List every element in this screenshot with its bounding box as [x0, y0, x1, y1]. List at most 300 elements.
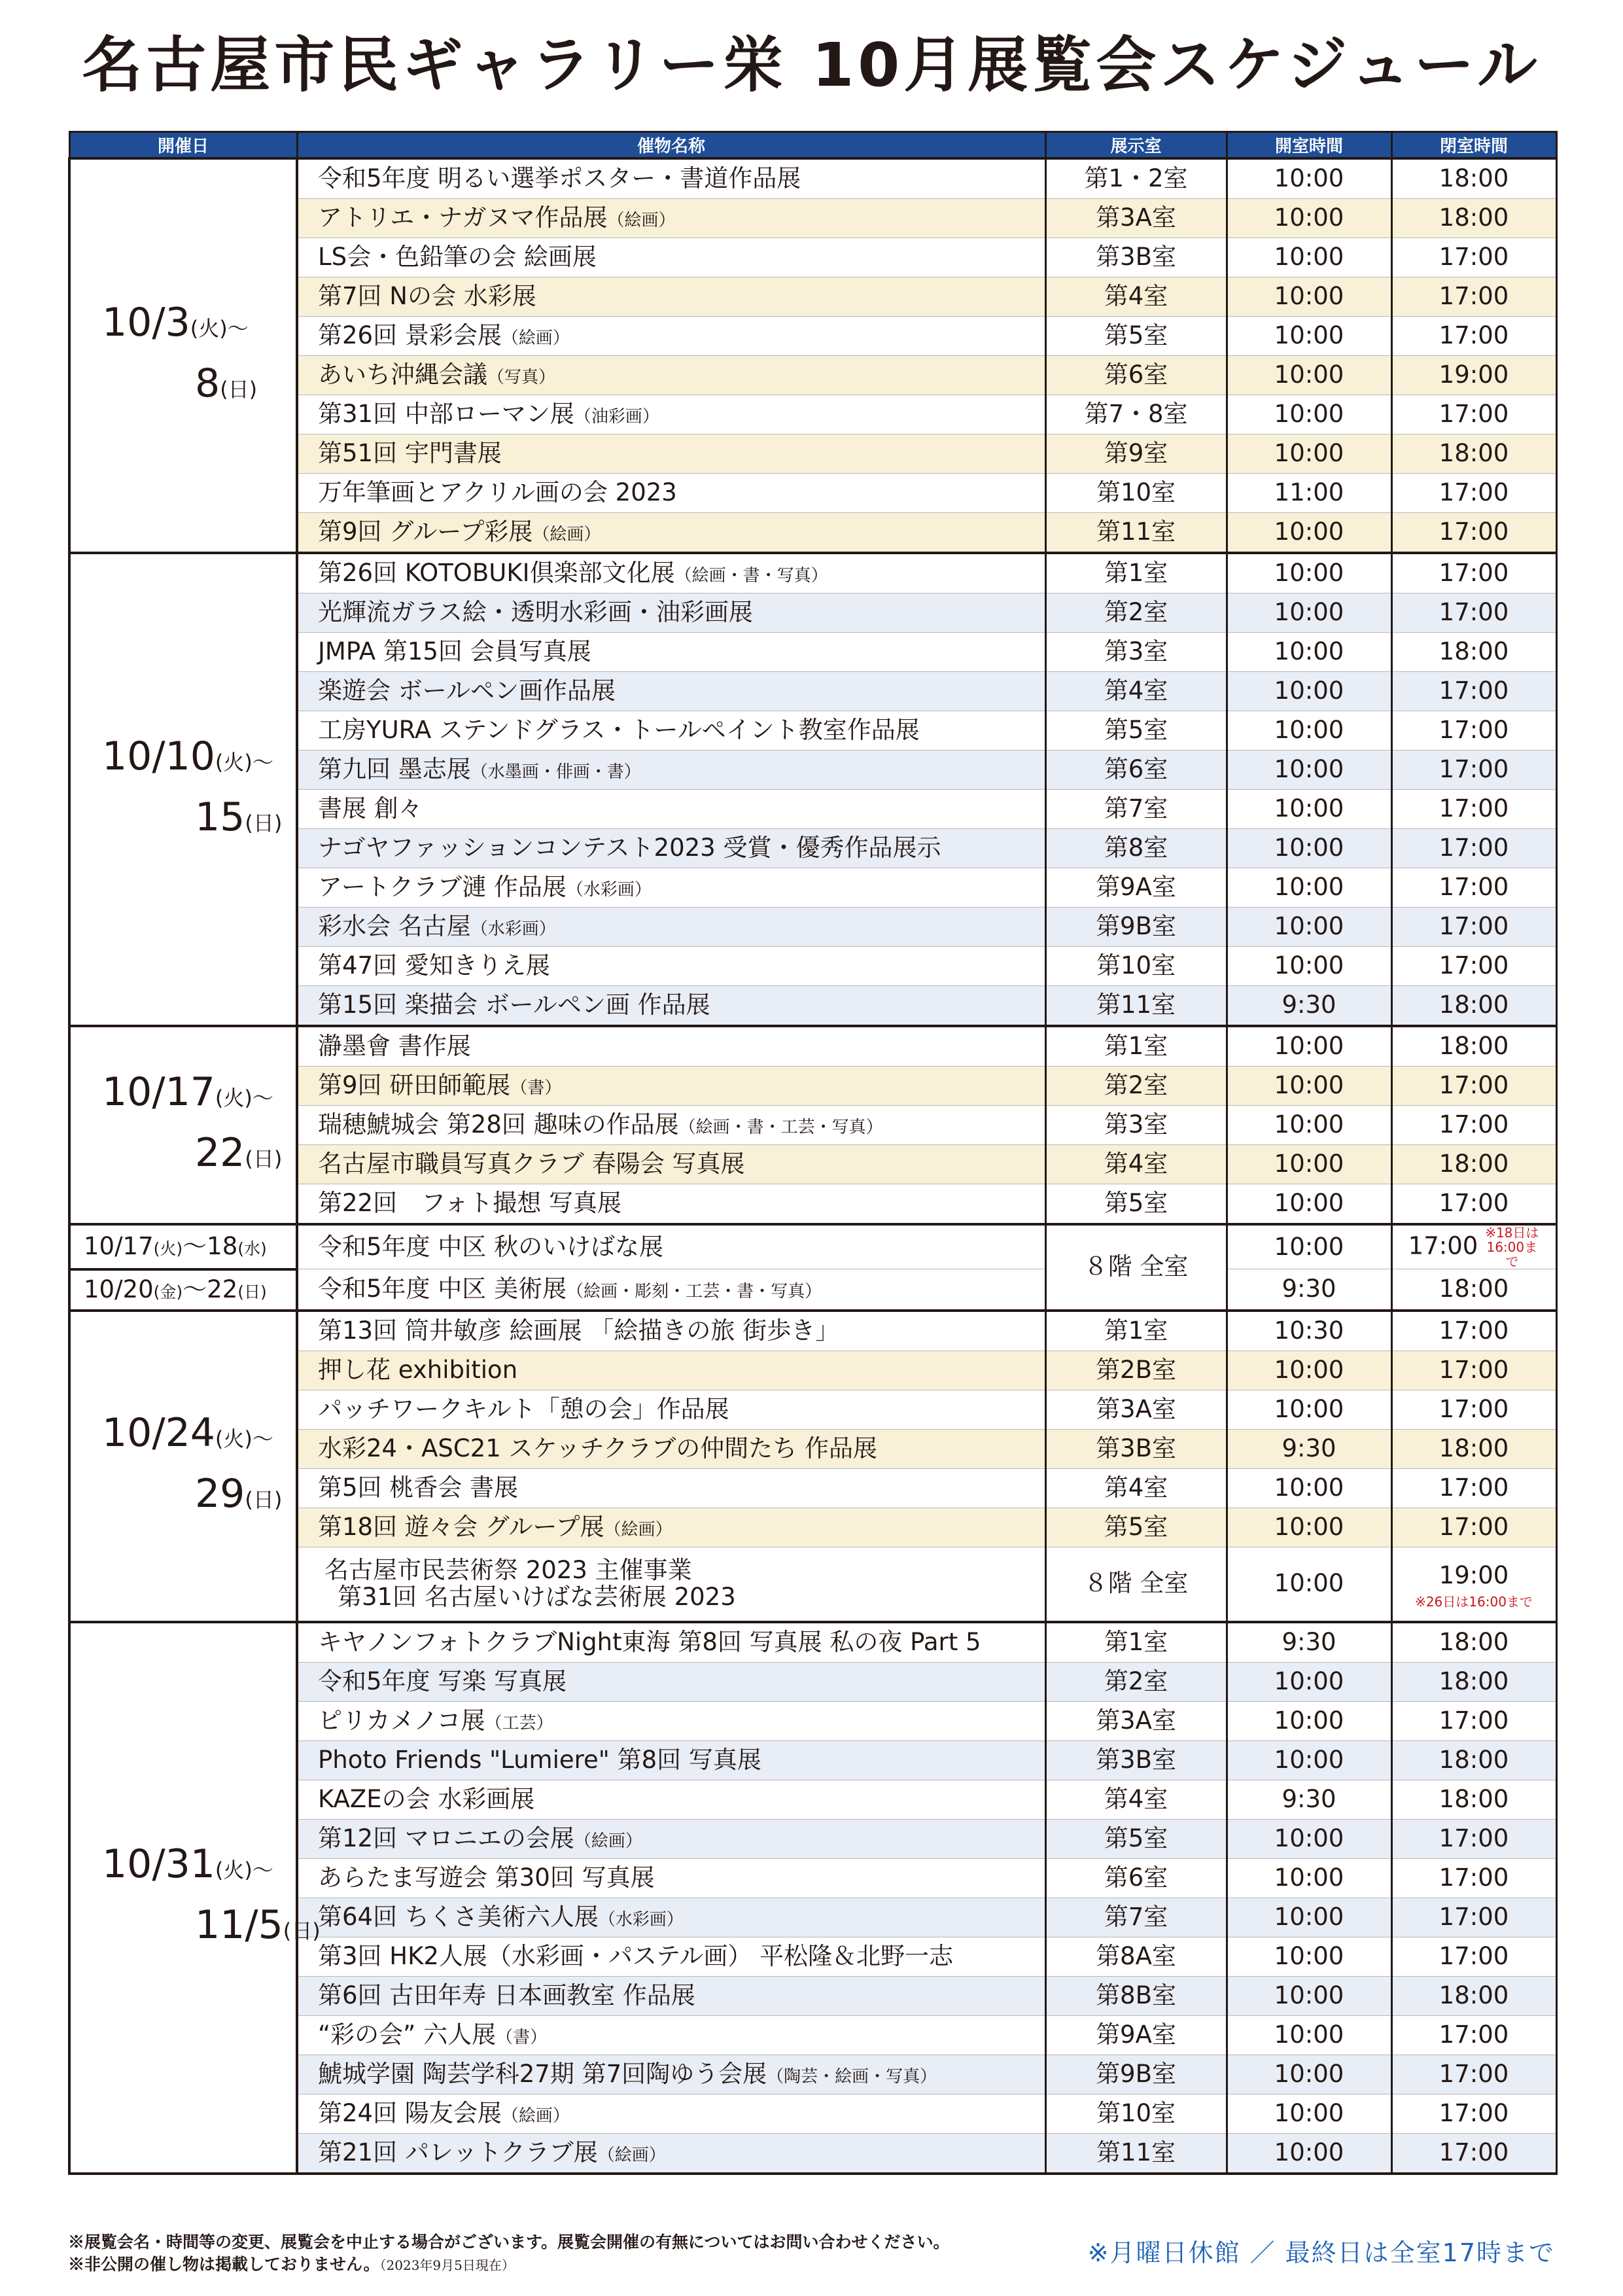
exhibit-room: 第1・2室 — [1045, 158, 1227, 199]
event-name — [297, 356, 1045, 395]
schedule-body — [69, 158, 1556, 2174]
date-range-cell — [69, 1311, 297, 1622]
exhibit-room: 第3室 — [1045, 633, 1227, 672]
event-title: アトリエ・ナガヌマ作品展 — [318, 203, 608, 232]
event-title: キヤノンフォトクラブNight東海 第8回 写真展 私の夜 Part 5 — [318, 1627, 981, 1656]
event-name — [297, 751, 1045, 790]
exhibit-room: 第5室 — [1045, 317, 1227, 356]
event-name — [297, 2055, 1045, 2094]
event-category-note: （絵画・彫刻・工芸・書・写真） — [567, 1281, 822, 1301]
event-name — [297, 1976, 1045, 2015]
exhibit-room: ８階 全室 — [1045, 1224, 1227, 1311]
date-start-line — [71, 1837, 296, 1898]
event-title: 第15回 楽描会 ボールペン画 作品展 — [318, 991, 710, 1019]
date-start: 10/24 — [102, 1409, 215, 1456]
exhibit-room: 第3B室 — [1045, 1429, 1227, 1468]
open-time: 10:00 — [1227, 1390, 1391, 1429]
open-time: 10:00 — [1227, 947, 1391, 986]
open-time: 10:00 — [1227, 1976, 1391, 2015]
event-name — [297, 1701, 1045, 1740]
close-time: 17:00 — [1391, 908, 1556, 947]
exhibit-room: 第5室 — [1045, 1184, 1227, 1225]
exhibit-room: 第7・8室 — [1045, 395, 1227, 434]
event-name — [297, 434, 1045, 474]
exhibit-room: 第8A室 — [1045, 1937, 1227, 1976]
table-row — [69, 1026, 1556, 1067]
event-name — [297, 1106, 1045, 1145]
event-category-note: （写真） — [487, 368, 556, 388]
date-end-line — [71, 356, 296, 417]
open-time: 9:30 — [1227, 1269, 1391, 1311]
header-date: 開催日 — [69, 132, 297, 159]
exhibit-room: 第4室 — [1045, 1145, 1227, 1184]
close-time: 18:00 — [1391, 1145, 1556, 1184]
open-time: 10:00 — [1227, 395, 1391, 434]
event-name — [297, 947, 1045, 986]
open-time: 10:00 — [1227, 434, 1391, 474]
open-time: 10:00 — [1227, 633, 1391, 672]
open-time: 10:00 — [1227, 1184, 1391, 1225]
event-title: 第26回 KOTOBUKI倶楽部文化展 — [318, 559, 675, 588]
close-time: 17:00 — [1391, 1184, 1556, 1225]
open-time: 10:00 — [1227, 1106, 1391, 1145]
open-time: 10:00 — [1227, 1740, 1391, 1780]
open-time: 10:00 — [1227, 908, 1391, 947]
close-time-cell — [1391, 1547, 1556, 1622]
footer-note-2-date: （2023年9月5日現在） — [379, 2257, 515, 2273]
event-category-note: （絵画） — [607, 211, 676, 231]
header-open: 開室時間 — [1227, 132, 1391, 159]
event-title: 名古屋市職員写真クラブ 春陽会 写真展 — [318, 1150, 745, 1178]
event-name — [297, 1224, 1045, 1269]
close-time: 17:00 — [1391, 868, 1556, 908]
event-title: ピリカメノコ展 — [318, 1706, 485, 1735]
open-time: 10:00 — [1227, 2015, 1391, 2055]
date-end-line — [71, 1466, 296, 1527]
event-title: LS会・色鉛筆の会 絵画展 — [318, 243, 597, 272]
date-range-cell — [69, 1622, 321, 2174]
close-time: 19:00 — [1439, 1561, 1509, 1590]
open-time: 10:00 — [1227, 672, 1391, 711]
exhibit-room: 第7室 — [1045, 790, 1227, 829]
event-name — [297, 1351, 1045, 1390]
event-title: 第64回 ちくさ美術六人展 — [318, 1902, 599, 1931]
event-name — [297, 1547, 1045, 1622]
event-category-note: （書） — [496, 2027, 548, 2047]
close-time: 18:00 — [1391, 1780, 1556, 1819]
event-name — [297, 633, 1045, 672]
footer-note-1: ※展覧会名・時間等の変更、展覧会を中止する場合がございます。展覧会開催の有無についてはお問い合わせください。 — [68, 2233, 950, 2252]
close-time: 17:00 — [1391, 751, 1556, 790]
date-end-weekday: (日) — [245, 1146, 283, 1171]
close-time: 18:00 — [1391, 633, 1556, 672]
close-time: 17:00 — [1391, 1390, 1556, 1429]
date-end-line — [71, 790, 296, 851]
event-name — [297, 158, 1045, 199]
close-time: 17:00 — [1391, 513, 1556, 554]
event-title: アートクラブ漣 作品展 — [318, 873, 567, 902]
exhibit-room: 第1室 — [1045, 1622, 1227, 1663]
event-name — [297, 277, 1045, 317]
open-time: 9:30 — [1227, 986, 1391, 1027]
exhibit-room: 第2B室 — [1045, 1351, 1227, 1390]
event-name — [297, 790, 1045, 829]
event-name — [297, 1026, 1045, 1067]
footer-notes — [68, 2231, 950, 2276]
exhibit-room: 第9A室 — [1045, 2015, 1227, 2055]
close-time: 17:00 — [1391, 238, 1556, 277]
event-name — [297, 593, 1045, 633]
date-start-weekday: (火) — [153, 1239, 183, 1258]
event-name — [297, 1819, 1045, 1858]
event-name — [297, 199, 1045, 238]
exhibit-room: 第4室 — [1045, 1468, 1227, 1508]
close-time: 17:00 — [1391, 1819, 1556, 1858]
close-time: 17:00 — [1391, 2055, 1556, 2094]
exhibit-room: 第5室 — [1045, 1508, 1227, 1547]
open-time: 10:00 — [1227, 1468, 1391, 1508]
exhibit-room: 第9室 — [1045, 434, 1227, 474]
open-time: 10:00 — [1227, 2055, 1391, 2094]
date-start-line — [71, 729, 296, 790]
open-time: 10:00 — [1227, 711, 1391, 751]
date-end-weekday: (日) — [245, 1487, 283, 1512]
event-name — [297, 2015, 1045, 2055]
date-start: 10/17 — [102, 1069, 215, 1115]
close-time: 18:00 — [1391, 1976, 1556, 2015]
event-category-note: （陶芸・絵画・写真） — [767, 2066, 937, 2087]
header-close: 閉室時間 — [1391, 132, 1556, 159]
event-title: 第6回 古田年寿 日本画教室 作品展 — [318, 1981, 695, 2009]
date-start-weekday: (火)〜 — [215, 1085, 273, 1110]
close-time: 17:00 — [1391, 1508, 1556, 1547]
event-title: 鯱城学園 陶芸学科27期 第7回陶ゆう会展 — [318, 2059, 767, 2088]
close-time: 17:00 — [1391, 1351, 1556, 1390]
event-name — [297, 1429, 1045, 1468]
event-title: 瀞墨會 書作展 — [318, 1032, 471, 1061]
event-category-note: （書） — [510, 1078, 562, 1099]
date-start: 10/17 — [84, 1231, 154, 1260]
exhibit-room: 第4室 — [1045, 1780, 1227, 1819]
close-time: 17:00 — [1391, 947, 1556, 986]
event-category-note: （絵画） — [532, 525, 601, 545]
date-end: 〜22 — [183, 1275, 238, 1303]
open-time: 10:00 — [1227, 829, 1391, 868]
event-title: 第12回 マロニエの会展 — [318, 1824, 574, 1852]
open-time: 10:30 — [1227, 1311, 1391, 1351]
exhibit-room: 第3室 — [1045, 1106, 1227, 1145]
open-time: 9:30 — [1227, 1622, 1391, 1663]
event-category-note: （絵画） — [501, 328, 570, 349]
date-start: 10/20 — [84, 1275, 154, 1303]
date-end-weekday: (水) — [237, 1239, 267, 1258]
event-name — [297, 829, 1045, 868]
event-name — [297, 986, 1045, 1027]
close-time-cell — [1391, 1224, 1556, 1269]
close-time: 17:00 — [1391, 2133, 1556, 2174]
close-time: 17:00 — [1391, 1468, 1556, 1508]
event-category-note: （絵画） — [501, 2106, 570, 2126]
event-title: KAZEの会 水彩画展 — [318, 1784, 535, 1813]
exhibit-room: 第2室 — [1045, 1067, 1227, 1106]
open-time: 10:00 — [1227, 1662, 1391, 1701]
event-title: “彩の会” 六人展 — [318, 2020, 497, 2049]
event-name — [297, 1898, 1045, 1937]
event-title: 第21回 パレットクラブ展 — [318, 2138, 598, 2166]
event-title: あらたま写遊会 第30回 写真展 — [318, 1863, 655, 1892]
page-title: 名古屋市民ギャラリー栄 10月展覧会スケジュール — [82, 30, 1541, 100]
event-title: 第3回 HK2人展（水彩画・パステル画） 平松隆＆北野一志 — [318, 1941, 954, 1970]
open-time: 10:00 — [1227, 553, 1391, 593]
open-time: 10:00 — [1227, 868, 1391, 908]
exhibit-room: 第5室 — [1045, 711, 1227, 751]
open-time: 10:00 — [1227, 2133, 1391, 2174]
event-category-note: （絵画） — [574, 1831, 642, 1851]
event-title: パッチワークキルト「憩の会」作品展 — [318, 1394, 729, 1423]
event-title: 彩水会 名古屋 — [318, 912, 471, 941]
event-name — [297, 553, 1045, 593]
event-name — [297, 1662, 1045, 1701]
schedule-table — [68, 131, 1558, 2175]
table-row — [69, 1311, 1556, 1351]
event-title: 令和5年度 中区 美術展 — [318, 1274, 567, 1303]
close-time: 17:00 — [1391, 1858, 1556, 1898]
event-title: 第13回 筒井敏彦 絵画展 「絵描きの旅 街歩き」 — [318, 1316, 840, 1345]
close-time: 17:00 — [1408, 1231, 1478, 1260]
close-time: 18:00 — [1391, 158, 1556, 199]
date-end-line — [71, 1898, 321, 1958]
event-name — [297, 1184, 1045, 1225]
exhibit-room: 第11室 — [1045, 986, 1227, 1027]
open-time: 10:00 — [1227, 790, 1391, 829]
close-time: 18:00 — [1391, 1429, 1556, 1468]
open-time: 10:00 — [1227, 1898, 1391, 1937]
open-time: 10:00 — [1227, 593, 1391, 633]
exhibit-room: 第3A室 — [1045, 1701, 1227, 1740]
event-title: ナゴヤファッションコンテスト2023 受賞・優秀作品展示 — [318, 834, 941, 862]
date-start-weekday: (火)〜 — [215, 1858, 273, 1882]
event-title-line2: 第31回 名古屋いけばな芸術展 2023 — [338, 1582, 736, 1611]
close-time: 18:00 — [1391, 986, 1556, 1027]
table-header-row — [69, 132, 1556, 159]
close-time: 17:00 — [1391, 317, 1556, 356]
event-title: 第22回 フォト撮想 写真展 — [318, 1189, 621, 1218]
header-name: 催物名称 — [297, 132, 1045, 159]
exhibit-room: 第1室 — [1045, 1311, 1227, 1351]
event-name — [297, 317, 1045, 356]
exhibit-room: 第9A室 — [1045, 868, 1227, 908]
exhibit-room: 第9B室 — [1045, 2055, 1227, 2094]
close-time: 17:00 — [1391, 1937, 1556, 1976]
exhibit-room: 第3B室 — [1045, 1740, 1227, 1780]
exhibit-room: 第3A室 — [1045, 1390, 1227, 1429]
event-category-note: （工芸） — [485, 1713, 553, 1733]
event-category-note: （水彩画） — [470, 919, 556, 940]
close-time: 18:00 — [1391, 1622, 1556, 1663]
exhibit-room: 第6室 — [1045, 1858, 1227, 1898]
event-title: 楽遊会 ボールペン画作品展 — [318, 677, 616, 705]
date-start: 10/31 — [102, 1841, 215, 1887]
event-name — [297, 1468, 1045, 1508]
event-name — [297, 1067, 1045, 1106]
exhibit-room: 第10室 — [1045, 2094, 1227, 2133]
date-end: 11/5 — [195, 1902, 283, 1948]
date-end: 〜18 — [183, 1231, 238, 1260]
event-name — [297, 2094, 1045, 2133]
exhibit-room: 第8B室 — [1045, 1976, 1227, 2015]
event-title: 令和5年度 写楽 写真展 — [318, 1667, 567, 1695]
open-time: 10:00 — [1227, 158, 1391, 199]
event-title: 瑞穂鯱城会 第28回 趣味の作品展 — [318, 1110, 679, 1139]
event-title: 押し花 exhibition — [318, 1355, 518, 1384]
date-start-weekday: (火)〜 — [215, 749, 273, 775]
event-name — [297, 1937, 1045, 1976]
close-time: 18:00 — [1391, 1740, 1556, 1780]
event-name — [297, 1740, 1045, 1780]
event-title: あいち沖縄会議 — [318, 361, 487, 389]
event-title: 水彩24・ASC21 スケッチクラブの仲間たち 作品展 — [318, 1434, 877, 1462]
close-time: 17:00 — [1391, 474, 1556, 513]
open-time: 10:00 — [1227, 1508, 1391, 1547]
footer-note-2-wrap — [68, 2253, 950, 2276]
exhibit-room: 第6室 — [1045, 356, 1227, 395]
table-row — [69, 1224, 1556, 1269]
close-time: 18:00 — [1391, 199, 1556, 238]
event-title: Photo Friends "Lumiere" 第8回 写真展 — [318, 1745, 761, 1774]
table-row — [69, 1622, 1556, 1663]
exhibit-room: 第10室 — [1045, 947, 1227, 986]
event-category-note: （水彩画） — [566, 880, 652, 900]
table-row — [69, 158, 1556, 199]
date-range-cell — [69, 158, 297, 553]
exhibit-room: 第11室 — [1045, 2133, 1227, 2174]
exhibit-room: 第10室 — [1045, 474, 1227, 513]
date-range-cell — [69, 553, 297, 1026]
close-time: 18:00 — [1391, 434, 1556, 474]
open-time: 10:00 — [1227, 1026, 1391, 1067]
exhibit-room: 第3B室 — [1045, 238, 1227, 277]
close-time: 17:00 — [1391, 790, 1556, 829]
open-time: 10:00 — [1227, 751, 1391, 790]
open-time: 10:00 — [1227, 1547, 1391, 1622]
footer-note-2: ※非公開の催し物は掲載しておりません。 — [68, 2255, 380, 2274]
close-time: 17:00 — [1391, 1701, 1556, 1740]
open-time: 10:00 — [1227, 238, 1391, 277]
open-time: 10:00 — [1227, 1858, 1391, 1898]
event-title: 第9回 研田師範展 — [318, 1071, 511, 1100]
exhibit-room: ８階 全室 — [1045, 1547, 1227, 1622]
open-time: 9:30 — [1227, 1780, 1391, 1819]
close-time: 17:00 — [1391, 829, 1556, 868]
event-category-note: （絵画・書・写真） — [674, 566, 828, 586]
table-row — [69, 1269, 1556, 1311]
event-name — [297, 908, 1045, 947]
close-time: 17:00 — [1391, 277, 1556, 317]
event-name — [297, 1145, 1045, 1184]
date-end-weekday: (日) — [237, 1282, 267, 1301]
date-end: 29 — [195, 1470, 245, 1517]
exhibit-room: 第11室 — [1045, 513, 1227, 554]
date-end: 15 — [195, 794, 245, 840]
event-title: 第24回 陽友会展 — [318, 2098, 502, 2127]
header-room: 展示室 — [1045, 132, 1227, 159]
date-start: 10/3 — [102, 299, 190, 345]
date-end-weekday: (日) — [245, 810, 283, 836]
event-title: 工房YURA ステンドグラス・トールペイント教室作品展 — [318, 716, 920, 745]
open-time: 10:00 — [1227, 1224, 1391, 1269]
close-time: 17:00 — [1391, 2094, 1556, 2133]
event-category-note: （油彩画） — [574, 407, 659, 427]
event-name — [297, 513, 1045, 554]
footer-closing-note: ※月曜日休館 ／ 最終日は全室17時まで — [1087, 2238, 1555, 2267]
exhibit-room: 第6室 — [1045, 751, 1227, 790]
event-title: 令和5年度 明るい選挙ポスター・書道作品展 — [318, 164, 801, 193]
event-name — [297, 868, 1045, 908]
event-category-note: （絵画） — [604, 1519, 672, 1540]
event-name — [297, 238, 1045, 277]
close-time: 19:00 — [1391, 356, 1556, 395]
event-title: JMPA 第15回 会員写真展 — [318, 637, 591, 666]
event-name — [297, 1311, 1045, 1351]
date-end-weekday: (日) — [283, 1918, 321, 1943]
date-range-cell — [69, 1269, 297, 1311]
date-end: 8 — [195, 360, 220, 406]
close-time-exception-note: ※18日は16:00まで — [1485, 1225, 1539, 1269]
exhibit-room: 第3A室 — [1045, 199, 1227, 238]
close-time: 17:00 — [1391, 672, 1556, 711]
exhibit-room: 第7室 — [1045, 1898, 1227, 1937]
close-time: 18:00 — [1391, 1269, 1556, 1311]
open-time: 10:00 — [1227, 2094, 1391, 2133]
event-title: 第18回 遊々会 グループ展 — [318, 1512, 604, 1541]
date-start-weekday: (火)〜 — [190, 315, 249, 341]
event-title: 令和5年度 中区 秋のいけばな展 — [318, 1232, 664, 1261]
date-start: 10/10 — [102, 733, 215, 779]
exhibit-room: 第4室 — [1045, 672, 1227, 711]
close-time: 17:00 — [1391, 711, 1556, 751]
date-start-weekday: (金) — [153, 1282, 183, 1301]
event-name — [297, 1390, 1045, 1429]
close-time: 17:00 — [1391, 553, 1556, 593]
open-time: 10:00 — [1227, 1701, 1391, 1740]
open-time: 10:00 — [1227, 317, 1391, 356]
event-title: 第5回 桃香会 書展 — [318, 1473, 519, 1502]
exhibit-room: 第1室 — [1045, 553, 1227, 593]
event-title: 書展 創々 — [318, 794, 423, 823]
close-time: 17:00 — [1391, 1067, 1556, 1106]
event-category-note: （絵画・書・工芸・写真） — [678, 1118, 883, 1138]
date-start-line — [71, 295, 296, 356]
event-category-note: （水彩画） — [598, 1909, 684, 1930]
event-title: 第九回 墨志展 — [318, 755, 471, 784]
exhibit-room: 第1室 — [1045, 1026, 1227, 1067]
open-time: 10:00 — [1227, 1937, 1391, 1976]
event-name — [297, 474, 1045, 513]
event-title: 第31回 中部ローマン展 — [318, 400, 574, 429]
open-time: 10:00 — [1227, 1351, 1391, 1390]
event-name — [297, 1622, 1045, 1663]
open-time: 10:00 — [1227, 199, 1391, 238]
event-category-note: （水墨画・俳画・書） — [470, 762, 641, 783]
event-name — [297, 672, 1045, 711]
close-time: 18:00 — [1391, 1662, 1556, 1701]
exhibit-room: 第2室 — [1045, 593, 1227, 633]
date-start-line — [71, 1065, 296, 1125]
exhibit-room: 第4室 — [1045, 277, 1227, 317]
close-time: 17:00 — [1391, 1106, 1556, 1145]
event-name — [297, 395, 1045, 434]
event-name — [297, 2133, 1045, 2174]
